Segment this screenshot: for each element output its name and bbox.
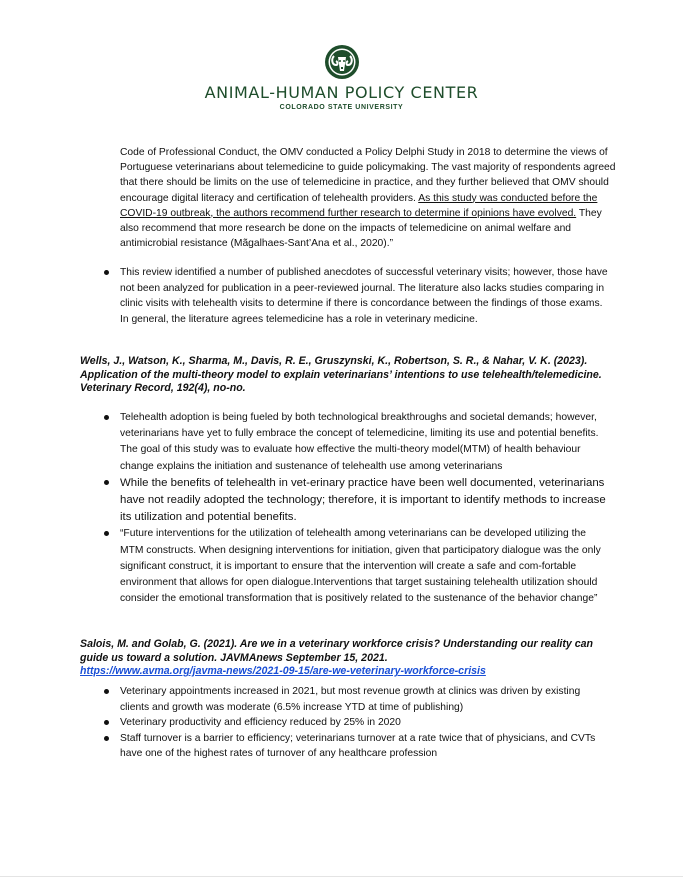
salois-citation — [80, 638, 610, 679]
paragraph-text-end: They also recommend that more research be done on the impacts of telemedicine on animal welfare and antimicrobial resistance (Mãgalhaes-Sant’Ana et al., 2020).” — [120, 207, 602, 250]
ram-head-logo-icon — [324, 44, 360, 80]
continued-paragraph — [120, 145, 620, 251]
salois-bullet-list — [100, 684, 610, 762]
wells-citation: Wells, J., Watson, K., Sharma, M., Davis, R. E., Gruszynski, K., Robertson, S. R., & Nahar, V. K. (2023). Application of the multi-theory model to explain veterinarians’ intentions to use telehealth/telemedicine. Veterinary Record, 192(4), no-no. — [80, 355, 602, 394]
list-item: Telehealth adoption is being fueled by both technological breakthroughs and societal demands; however, veterinarians have yet to fully embrace the concept of telemedicine, limiting its use and potential benefits. The goal of this study was to evaluate how effective the multi-theory model(MTM) of health behaviour change explains the initiation and sustenance of telehealth use among veterinarians — [100, 410, 612, 475]
salois-citation-text: Salois, M. and Golab, G. (2021). Are we in a veterinary workforce crisis? Understanding our reality can guide us toward a solution. JAVMAnews September 15, 2021. — [80, 638, 593, 664]
avma-article-link[interactable]: https://www.avma.org/javma-news/2021-09-15/are-we-veterinary-workforce-crisis — [80, 665, 486, 677]
list-item: Veterinary productivity and efficiency reduced by 25% in 2020 — [100, 715, 610, 731]
list-item: “Future interventions for the utilization of telehealth among veterinarians can be developed utilizing the MTM constructs. When designing interventions for initiation, given that participatory dialogue was the only significant construct, it is important to ensure that the intervention will create a safe and com-fortable environment that allows for open dialogue.Interventions that target sustaining telehealth utilization should consider the emotional transformation that is positively related to the sustenance of the behavior change” — [100, 526, 612, 607]
list-item: This review identified a number of published anecdotes of successful veterinary visits; however, those have not been analyzed for publication in a peer-reviewed journal. The literature also lacks studies comparing in clinic visits with telehealth visits to determine if there is concordance between the findings of those exams. In general, the literature agrees telemedicine has a role in veterinary medicine. — [100, 265, 610, 327]
university-name: COLORADO STATE UNIVERSITY — [279, 104, 404, 111]
wells-bullet-list — [100, 410, 612, 607]
continued-bullet-list — [100, 265, 610, 334]
paragraph-text: Code of Professional Conduct, the OMV conducted a Policy Delphi Study in 2018 to determine the views of Portuguese veterinarians about telemedicine to guide policymaking. The vast majority of respondents agreed that there should be limits on the use of telemedicine in practice, and they further believed that OMV should encourage digital literacy and certification of telehealth providers. — [120, 147, 616, 204]
list-item: Veterinary appointments increased in 2021, but most revenue growth at clinics was driven by existing clients and growth was moderate (6.5% increase YTD at time of publishing) — [100, 684, 610, 715]
page-bottom-divider — [0, 876, 683, 877]
list-item: While the benefits of telehealth in vet-erinary practice have been well documented, veterinarians have not readily adopted the technology; therefore, it is important to identify methods to increase its utilization and potential benefits. — [100, 475, 612, 527]
paragraph-underlined-text: As this study was conducted before the COVID-19 outbreak, the authors recommend further research to determine if opinions have evolved. — [120, 192, 598, 219]
org-name: ANIMAL-HUMAN POLICY CENTER — [204, 83, 479, 102]
list-item: Staff turnover is a barrier to efficiency; veterinarians turnover at a rate twice that of physicians, and CVTs have one of the highest rates of turnover of any healthcare profession — [100, 731, 610, 762]
